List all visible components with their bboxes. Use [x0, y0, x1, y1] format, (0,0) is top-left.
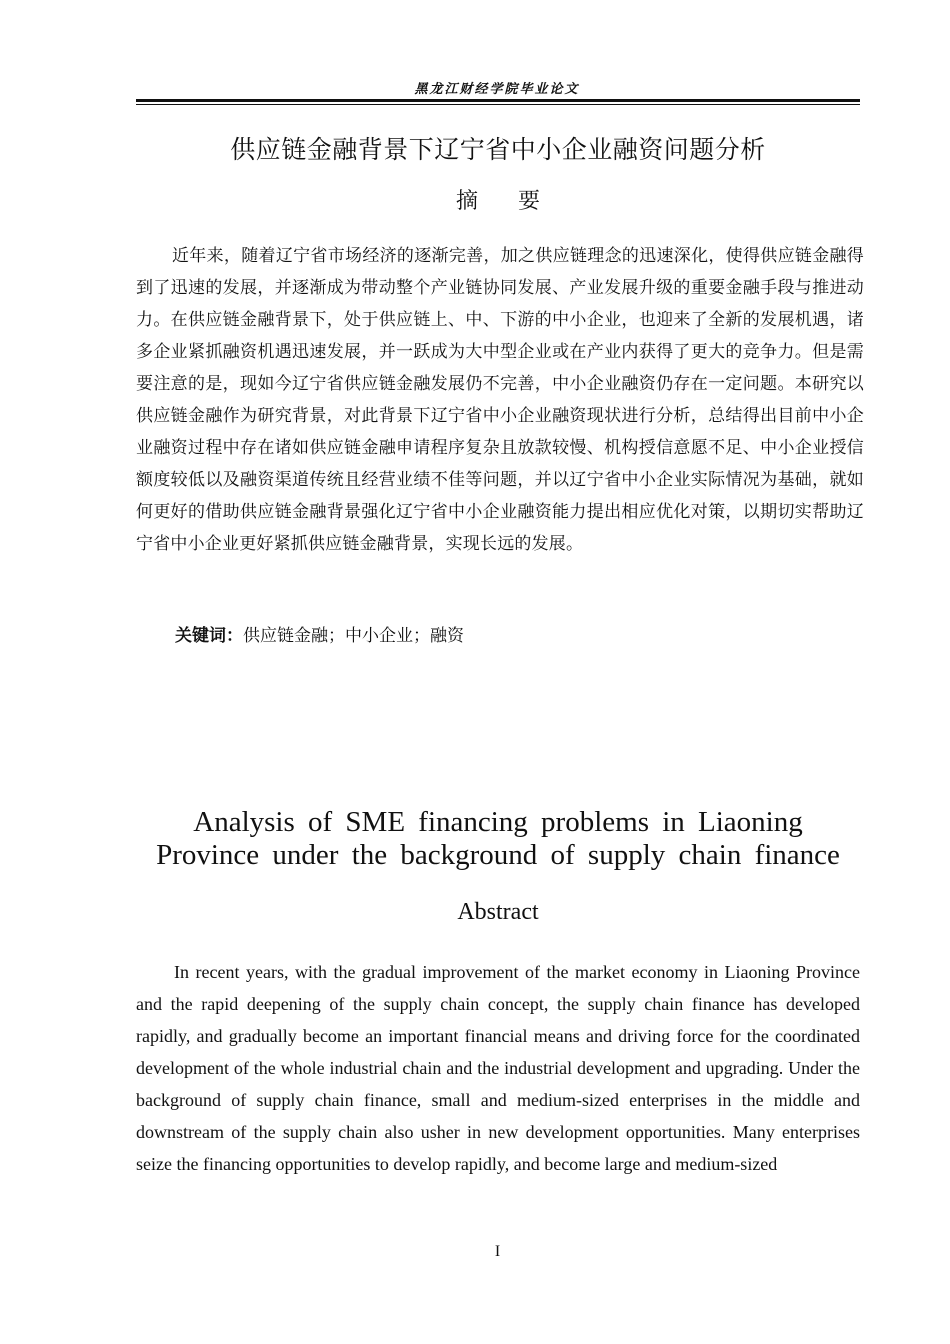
english-title-line-2: Province under the background of supply chain finance	[156, 839, 840, 871]
abstract-heading-char-1: 摘	[455, 189, 478, 214]
chinese-abstract-heading	[136, 184, 860, 215]
abstract-heading-char-2: 要	[518, 189, 541, 214]
chinese-title: 供应链金融背景下辽宁省中小企业融资问题分析	[230, 135, 766, 164]
chinese-keywords	[175, 624, 464, 648]
header-rule-thin	[136, 104, 860, 105]
keywords-value: 供应链金融；中小企业；融资	[243, 626, 464, 646]
english-title	[136, 806, 860, 872]
english-abstract-body: In recent years, with the gradual improvement of the market economy in Liaoning Province and the rapid deepening of the supply chain concept, the supply chain finance has developed rapidly, and gradually become an important financial means and driving force for the coordinated development of the whole industrial chain and the industrial development and upgrading. Under the background of supply chain finance, small and medium-sized enterprises in the middle and downstream of the supply chain also usher in new development opportunities. Many enterprises seize the financing opportunities to develop rapidly, and become large and medium-sized	[136, 962, 860, 1174]
english-title-line-1: Analysis of SME financing problems in Liaoning	[193, 806, 803, 838]
running-header: 黑龙江财经学院毕业论文	[414, 82, 580, 97]
english-abstract-heading: Abstract	[457, 899, 539, 925]
page-number: I	[494, 1243, 501, 1260]
keywords-label: 关键词：	[175, 626, 243, 646]
chinese-abstract-body: 近年来，随着辽宁省市场经济的逐渐完善，加之供应链理念的迅速深化，使得供应链金融得到了迅速的发展，并逐渐成为带动整个产业链协同发展、产业发展升级的重要金融手段与推进动力。在供应链金融背景下，处于供应链上、中、下游的中小企业，也迎来了全新的发展机遇，诸多企业紧抓融资机遇迅速发展，并一跃成为大中型企业或在产业内获得了更大的竞争力。但是需要注意的是，现如今辽宁省供应链金融发展仍不完善，中小企业融资仍存在一定问题。本研究以供应链金融作为研究背景，对此背景下辽宁省中小企业融资现状进行分析，总结得出目前中小企业融资过程中存在诸如供应链金融申请程序复杂且放款较慢、机构授信意愿不足、中小企业授信额度较低以及融资渠道传统且经营业绩不佳等问题，并以辽宁省中小企业实际情况为基础，就如何更好的借助供应链金融背景强化辽宁省中小企业融资能力提出相应优化对策，以期切实帮助辽宁省中小企业更好紧抓供应链金融背景，实现长远的发展。	[136, 246, 864, 554]
header-rule-thick	[136, 99, 860, 102]
